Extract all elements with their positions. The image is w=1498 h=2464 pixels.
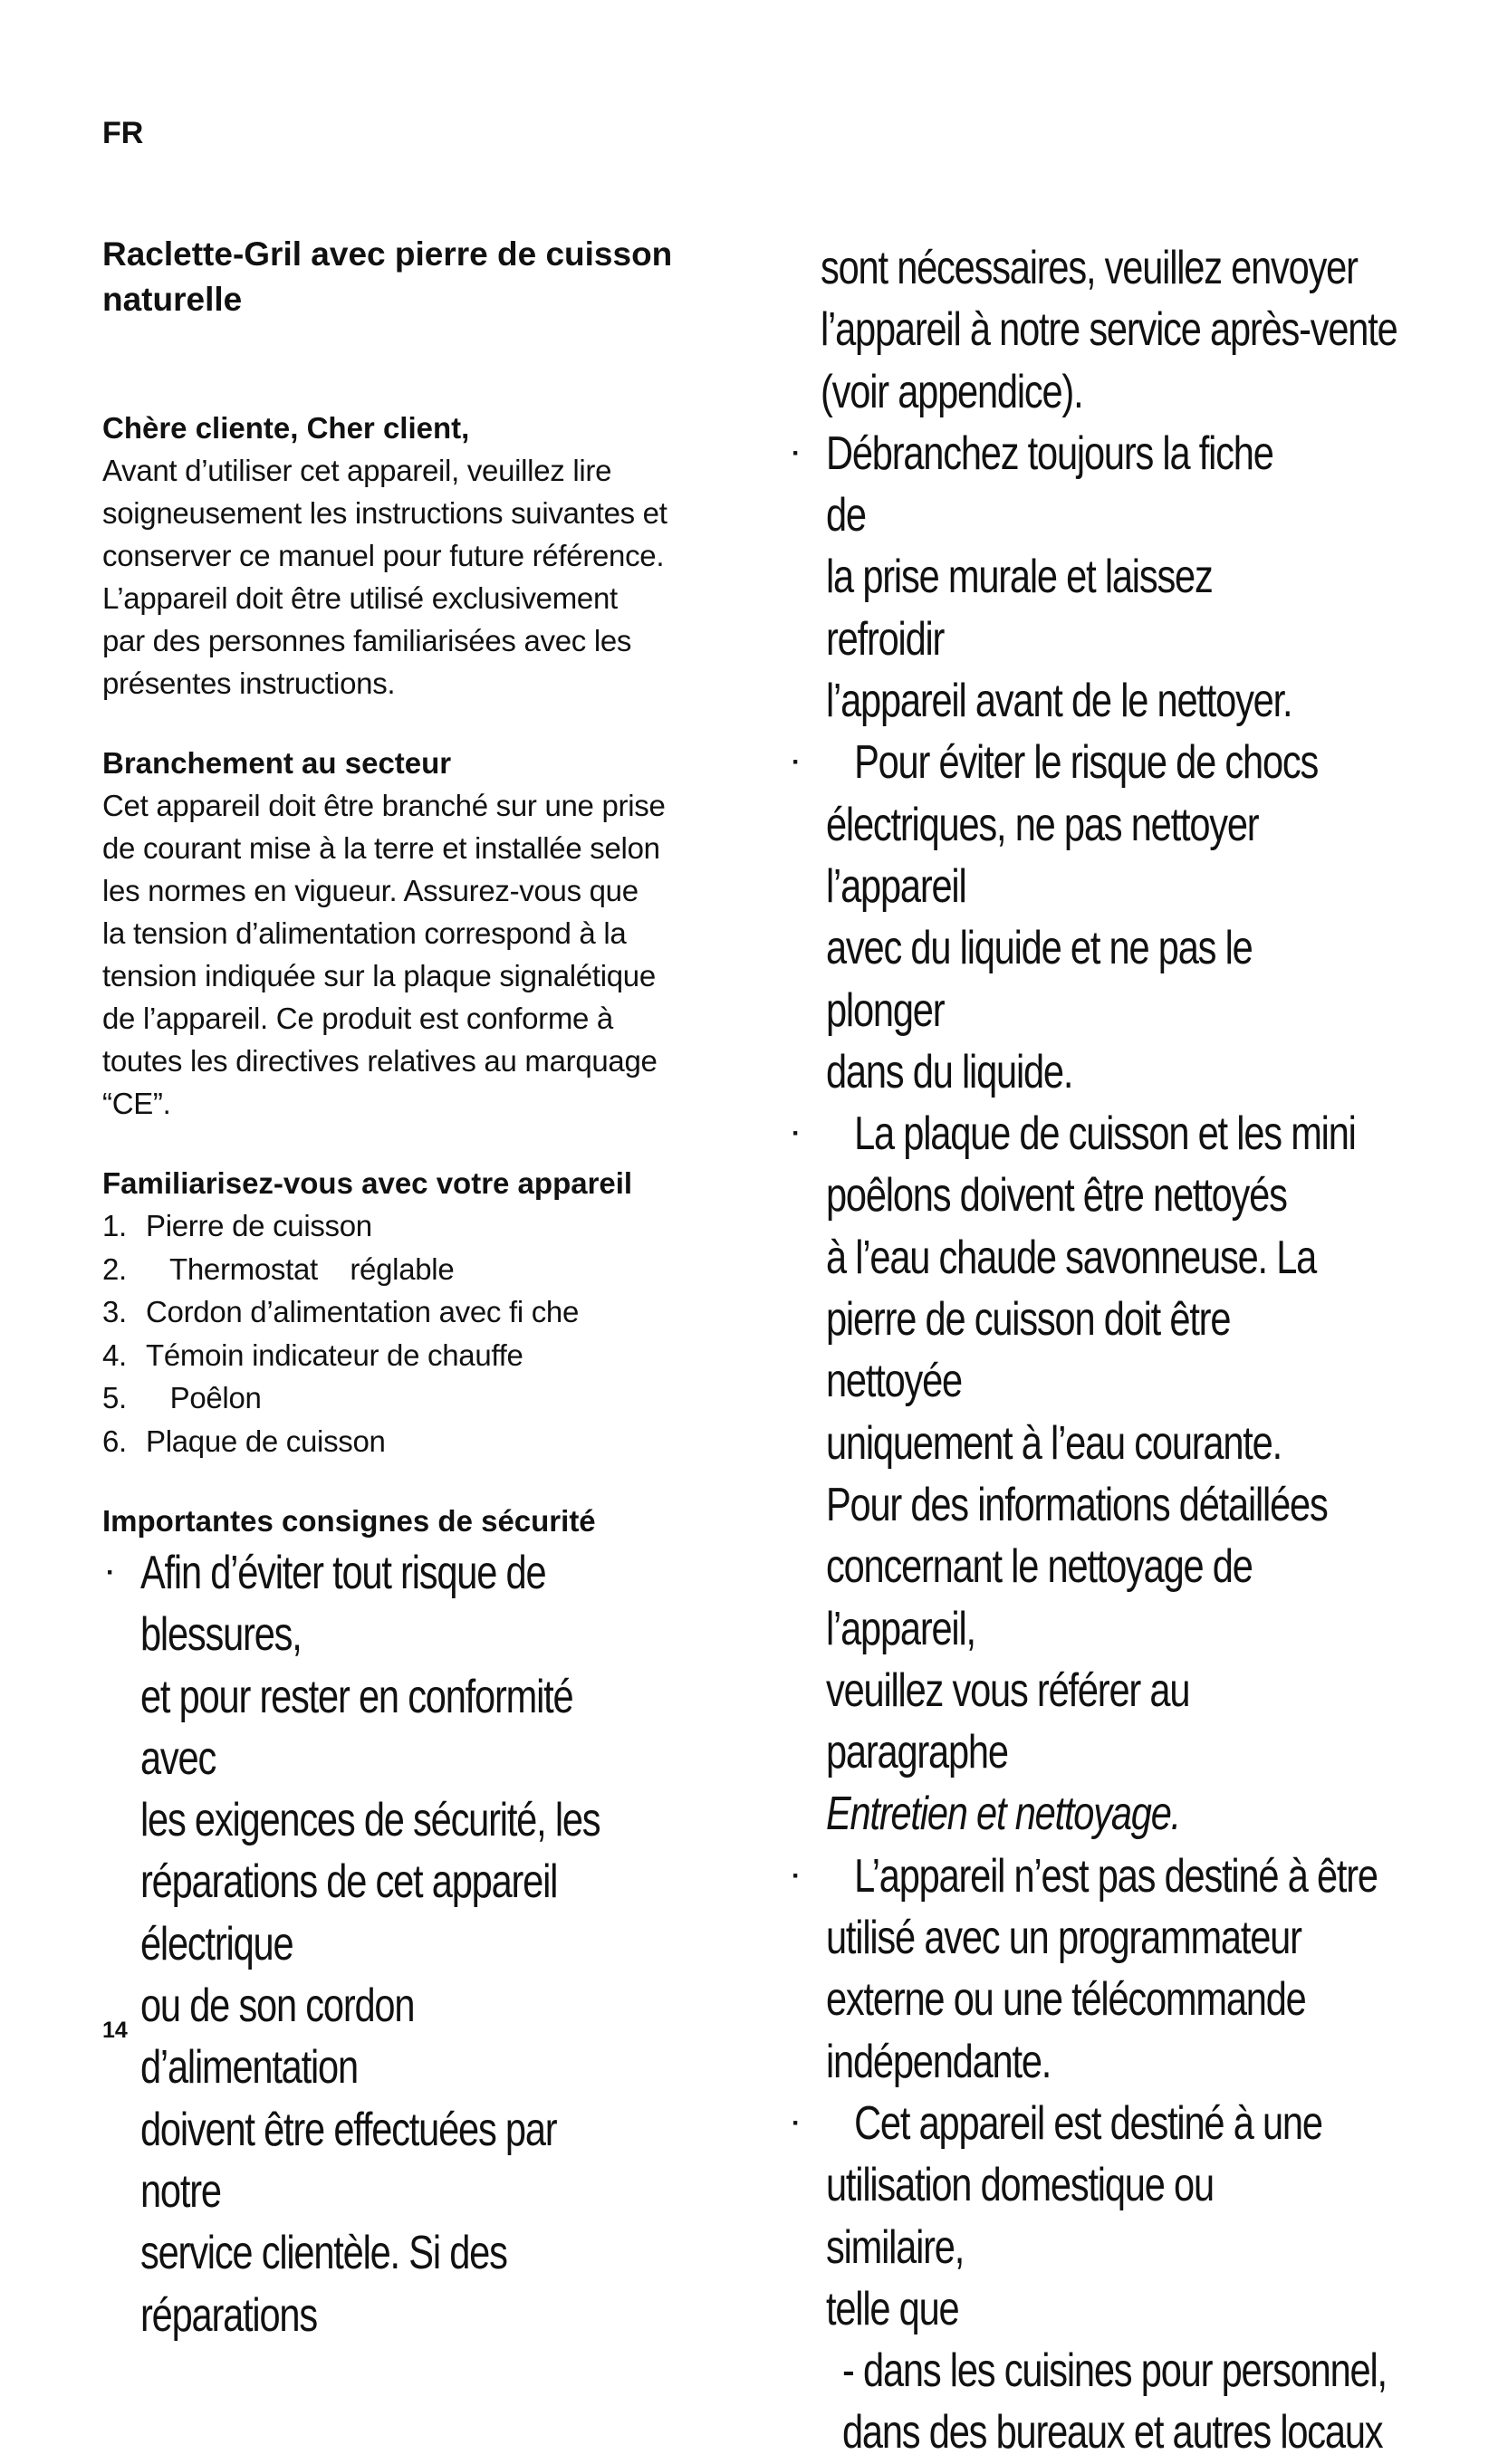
document-title: Raclette-Gril avec pierre de cuisson naturelle: [102, 235, 673, 318]
intro-heading: Chère cliente, Cher client,: [102, 411, 470, 445]
securite-section: [102, 1500, 736, 2346]
intro-line: soigneusement les instructions suivantes et: [102, 496, 667, 530]
safety-continuation: [821, 237, 1422, 423]
list-item: [102, 1376, 736, 1420]
sub-item-text: [842, 2340, 1415, 2464]
branchement-line: tension indiquée sur la plaque signalétique: [102, 959, 656, 992]
safety-line: uniquement à l’eau courante.: [826, 1416, 1282, 1470]
safety-item: [788, 2093, 1422, 2340]
list-item: [102, 1420, 736, 1463]
branchement-line: les normes en vigueur. Assurez-vous que: [102, 874, 639, 907]
list-item: [102, 1334, 736, 1377]
branchement-line: Cet appareil doit être branché sur une prise: [102, 789, 666, 822]
safety-item: [788, 1846, 1422, 2093]
intro-line: par des personnes familiarisées avec les: [102, 624, 632, 657]
left-column: [102, 232, 736, 2346]
branchement-line: de l’appareil. Ce produit est conforme à: [102, 1002, 613, 1035]
safety-line: externe ou une télécommande: [826, 1973, 1306, 2027]
safety-line: l’appareil à notre service après-vente: [821, 303, 1397, 357]
list-item: [102, 1290, 736, 1334]
part-number: 1.: [102, 1209, 127, 1242]
safety-line: veuillez vous référer au paragraphe: [826, 1663, 1190, 1779]
branchement-line: de courant mise à la terre et installée selon: [102, 831, 660, 865]
part-label: Cordon d’alimentation avec fi che: [146, 1295, 580, 1328]
branchement-line: la tension d’alimentation correspond à la: [102, 916, 627, 950]
language-tag: FR: [102, 116, 144, 150]
safety-item: [788, 1103, 1422, 1846]
intro-line: présentes instructions.: [102, 666, 396, 700]
list-item: [102, 1204, 736, 1248]
bullet-icon: ·: [792, 2107, 801, 2138]
safety-item-text: [826, 1103, 1356, 1846]
safety-line: ou de son cordon d’alimentation: [140, 1980, 415, 2095]
safety-item: [788, 732, 1422, 1103]
safety-line: électriques, ne pas nettoyer l’appareil: [826, 798, 1259, 913]
part-label: Poêlon: [146, 1381, 262, 1414]
branchement-line: toutes les directives relatives au marquage: [102, 1044, 658, 1078]
safety-line: Pour des informations détaillées: [826, 1478, 1328, 1531]
safety-line: poêlons doivent être nettoyés: [826, 1169, 1287, 1222]
safety-line: utilisé avec un programmateur: [826, 1912, 1301, 1965]
list-item: [102, 1248, 736, 1291]
intro-section: [102, 407, 736, 705]
bullet-icon: ·: [792, 437, 801, 468]
safety-line: pierre de cuisson doit être nettoyée: [826, 1293, 1231, 1408]
safety-line: La plaque de cuisson et les mini: [826, 1107, 1356, 1161]
safety-line: service clientèle. Si des réparations: [140, 2227, 507, 2342]
safety-line: et pour rester en conformité avec: [140, 1670, 573, 1785]
safety-line: indépendante.: [826, 2035, 1051, 2088]
safety-line: concernant le nettoyage de l’appareil,: [826, 1540, 1253, 1655]
safety-line: l’appareil avant de le nettoyer.: [826, 675, 1292, 728]
branchement-heading: Branchement au secteur: [102, 746, 452, 780]
safety-line: utilisation domestique ou similaire,: [826, 2159, 1214, 2274]
intro-line: Avant d’utiliser cet appareil, veuillez lire: [102, 454, 612, 487]
safety-line: à l’eau chaude savonneuse. La: [826, 1231, 1317, 1284]
safety-item-text: [826, 1846, 1378, 2093]
safety-line: Pour éviter le risque de chocs: [826, 736, 1319, 790]
intro-line: conserver ce manuel pour future référence.: [102, 539, 665, 572]
safety-line: Débranchez toujours la fiche de: [826, 427, 1273, 542]
part-number: 6.: [102, 1424, 127, 1458]
parts-list: [102, 1204, 736, 1462]
right-column: [788, 237, 1422, 2464]
safety-line: dans des bureaux et autres locaux: [842, 2406, 1383, 2459]
part-number: 3.: [102, 1295, 127, 1328]
part-label: Plaque de cuisson: [146, 1424, 386, 1458]
safety-line: - dans les cuisines pour personnel,: [842, 2344, 1387, 2398]
safety-item: [102, 1542, 736, 2346]
branchement-section: [102, 743, 736, 1125]
bullet-icon: ·: [792, 747, 801, 778]
bullet-icon: ·: [106, 1558, 115, 1587]
part-label: Pierre de cuisson: [146, 1209, 372, 1242]
safety-line: sont nécessaires, veuillez envoyer: [821, 242, 1358, 294]
securite-heading: Importantes consignes de sécurité: [102, 1504, 596, 1538]
safety-line: doivent être effectuées par notre: [140, 2103, 557, 2218]
part-number: 4.: [102, 1337, 127, 1372]
safety-line: la prise murale et laissez refroidir: [826, 551, 1213, 666]
safety-line: les exigences de sécurité, les: [140, 1794, 600, 1847]
safety-sub-item: [842, 2340, 1422, 2464]
page-number: 14: [102, 2018, 128, 2043]
familiarisez-heading: Familiarisez-vous avec votre appareil: [102, 1166, 633, 1200]
familiarisez-section: [102, 1163, 736, 1462]
safety-line: Afin d’éviter tout risque de blessures,: [140, 1547, 546, 1662]
safety-line: L’appareil n’est pas destiné à être: [826, 1849, 1378, 1903]
part-label: Thermostat réglable: [146, 1251, 455, 1286]
intro-line: L’appareil doit être utilisé exclusivement: [102, 581, 618, 615]
branchement-text: [102, 784, 736, 1125]
safety-item-text: [140, 1542, 617, 2346]
safety-item: [788, 423, 1422, 732]
intro-text: [102, 449, 736, 705]
branchement-line: “CE”.: [102, 1087, 171, 1120]
continuation-text: [821, 237, 1422, 423]
safety-line: (voir appendice).: [821, 365, 1083, 418]
part-number: 5.: [102, 1381, 127, 1414]
part-label: Témoin indicateur de chauffe: [146, 1337, 523, 1372]
safety-item-text: [826, 423, 1302, 732]
safety-line: telle que: [826, 2282, 959, 2335]
safety-item-text: [826, 732, 1318, 1103]
safety-line: dans du liquide.: [826, 1045, 1073, 1098]
bullet-icon: ·: [792, 1118, 801, 1149]
safety-line: avec du liquide et ne pas le plonger: [826, 922, 1253, 1037]
section-reference: Entretien et nettoyage.: [826, 1788, 1180, 1841]
part-number: 2.: [102, 1251, 127, 1286]
safety-line: réparations de cet appareil électrique: [140, 1855, 558, 1970]
safety-item-text: [826, 2093, 1322, 2340]
safety-line: Cet appareil est destiné à une: [826, 2096, 1322, 2150]
bullet-icon: ·: [792, 1860, 801, 1891]
